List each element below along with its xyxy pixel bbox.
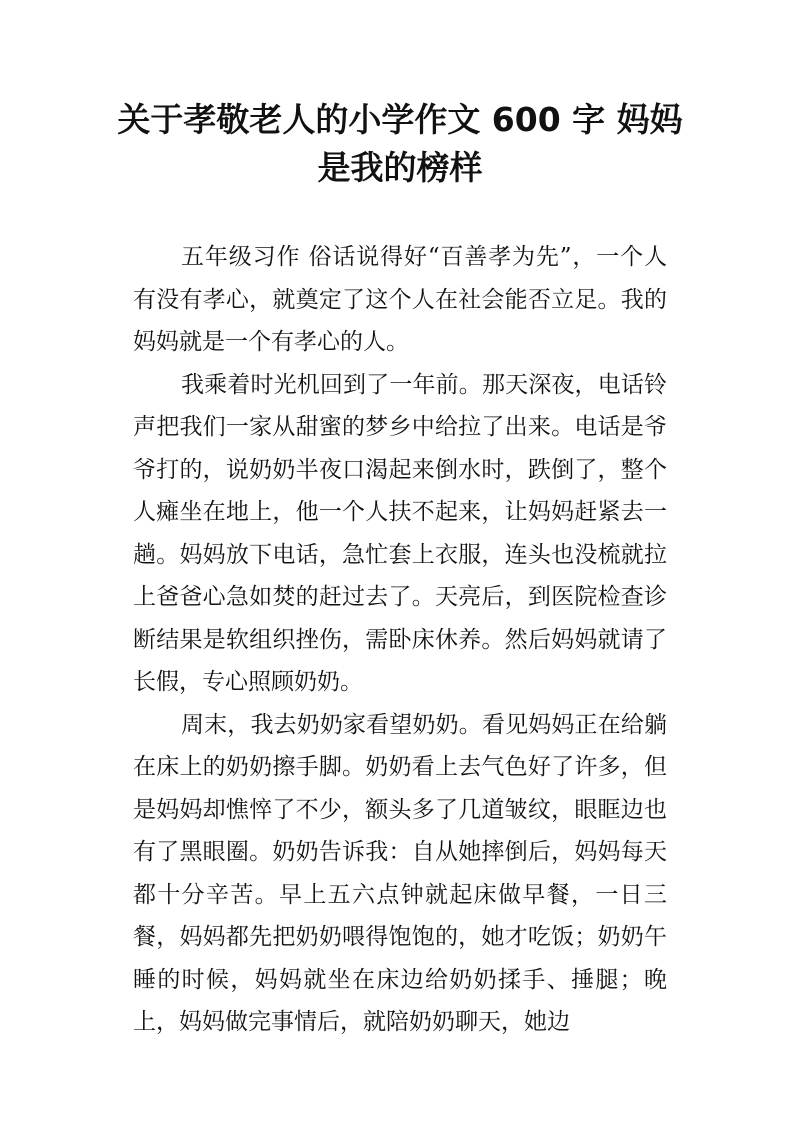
document-title bbox=[100, 96, 700, 192]
paragraph-2: 我乘着时光机回到了一年前。那天深夜，电话铃声把我们一家从甜蜜的梦乡中给拉了出来。电话是爷爷打的，说奶奶半夜口渴起来倒水时，跌倒了，整个人瘫坐在地上，他一个人扶不起来，让妈妈赶紧去一趟。妈妈放下电话，急忙套上衣服，连头也没梳就拉上爸爸心急如焚的赶过去了。天亮后，到医院检查诊断结果是软组织挫伤，需卧床休养。然后妈妈就请了长假，专心照顾奶奶。 bbox=[133, 371, 667, 695]
paragraph-1: 五年级习作 俗话说得好“百善孝为先”，一个人有没有孝心，就奠定了这个人在社会能否立足。我的妈妈就是一个有孝心的人。 bbox=[133, 244, 667, 355]
document-body bbox=[133, 236, 667, 1044]
title-line-1: 关于孝敬老人的小学作文 600 字 妈妈 bbox=[117, 100, 683, 139]
paragraph-3: 周末，我去奶奶家看望奶奶。看见妈妈正在给躺在床上的奶奶擦手脚。奶奶看上去气色好了许多，但是妈妈却憔悴了不少，额头多了几道皱纹，眼眶边也有了黑眼圈。奶奶告诉我：自从她摔倒后，妈妈每天都十分辛苦。早上五六点钟就起床做早餐，一日三餐，妈妈都先把奶奶喂得饱饱的，她才吃饭；奶奶午睡的时候，妈妈就坐在床边给奶奶揉手、捶腿；晚上，妈妈做完事情后，就陪奶奶聊天，她边 bbox=[133, 711, 667, 1035]
title-line-2: 是我的榜样 bbox=[317, 148, 483, 187]
